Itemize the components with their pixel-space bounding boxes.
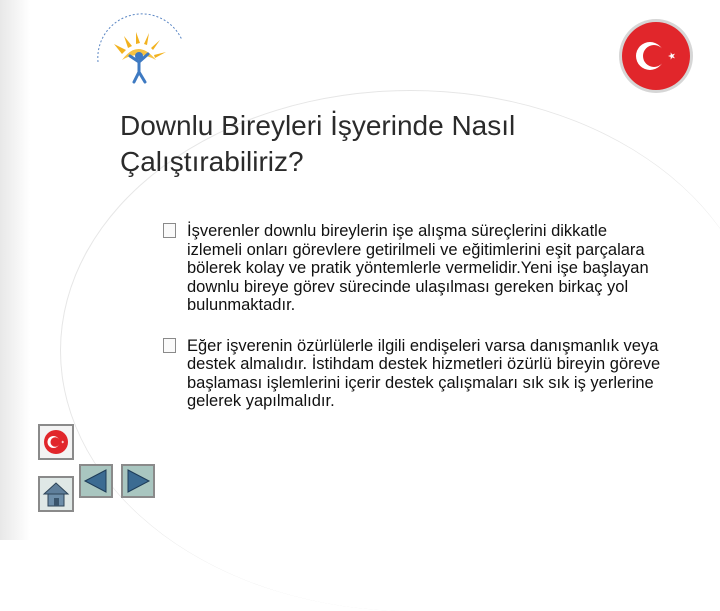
bullet-list bbox=[163, 222, 663, 433]
next-arrow-icon bbox=[123, 466, 153, 496]
list-item bbox=[163, 222, 663, 315]
organization-logo bbox=[92, 10, 188, 94]
bullet-text: Eğer işverenin özürlülerle ilgili endişeleri varsa danışmanlık veya destek almalıdır. İstihdam destek hizmetleri özürlü bireyin göreve başlaması işlemlerini içerir destek çalışmaları sık sık iş yerlerine gelerek yapılmalıdır. bbox=[187, 336, 661, 410]
left-decorative-strip bbox=[0, 0, 30, 540]
flag-button[interactable] bbox=[38, 424, 74, 460]
home-icon bbox=[40, 478, 72, 510]
previous-button[interactable] bbox=[79, 464, 113, 498]
list-item bbox=[163, 337, 663, 411]
bullet-box-icon bbox=[163, 338, 176, 353]
bullet-text: İşverenler downlu bireylerin işe alışma süreçlerini dikkatle izlemeli onları görevlere getirilmeli ve eğitimlerini eşit parçalara bölerek kolay ve pratik yöntemlerle vermelidir.Yeni işe başlayan downlu bireye görev sürecinde ulaşılması gereken birkaç yol bulunmaktadır. bbox=[187, 222, 649, 314]
previous-arrow-icon bbox=[81, 466, 111, 496]
turkish-flag-icon bbox=[618, 18, 694, 94]
home-button[interactable] bbox=[38, 476, 74, 512]
slide-title: Downlu Bireyleri İşyerinde Nasıl Çalıştırabiliriz? bbox=[120, 110, 516, 177]
next-button[interactable] bbox=[121, 464, 155, 498]
turkish-flag-icon bbox=[40, 426, 72, 458]
bullet-box-icon bbox=[163, 223, 176, 238]
